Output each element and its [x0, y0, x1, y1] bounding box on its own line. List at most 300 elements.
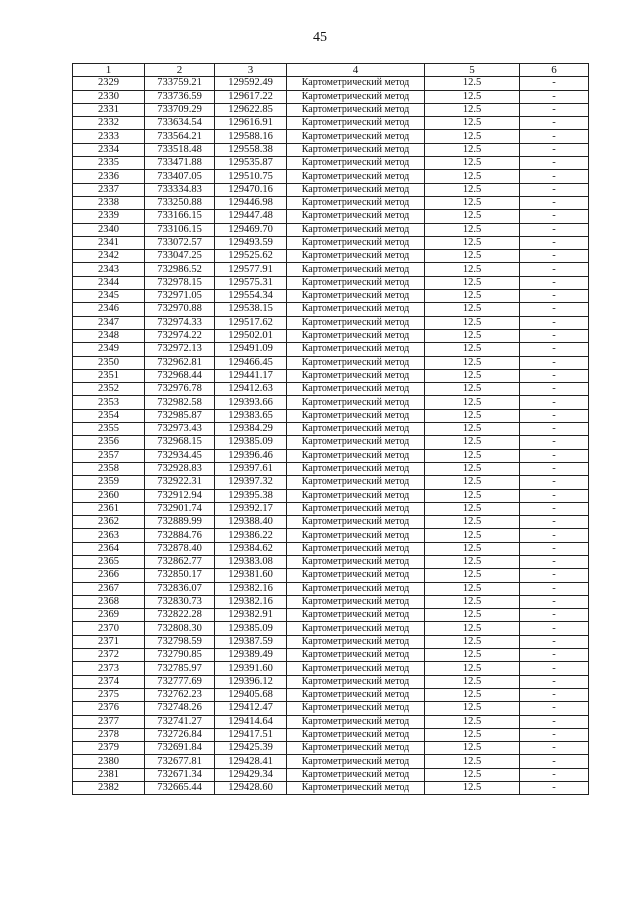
- note-cell: -: [520, 290, 589, 303]
- y-coordinate-cell: 129554.34: [215, 290, 287, 303]
- point-number-cell: 2336: [73, 170, 145, 183]
- point-number-cell: 2350: [73, 356, 145, 369]
- note-cell: -: [520, 449, 589, 462]
- x-coordinate-cell: 733518.48: [145, 143, 215, 156]
- method-cell: Картометрический метод: [287, 768, 425, 781]
- accuracy-cell: 12.5: [425, 502, 520, 515]
- y-coordinate-cell: 129412.63: [215, 383, 287, 396]
- note-cell: -: [520, 555, 589, 568]
- note-cell: -: [520, 223, 589, 236]
- method-cell: Картометрический метод: [287, 728, 425, 741]
- point-number-cell: 2381: [73, 768, 145, 781]
- method-cell: Картометрический метод: [287, 343, 425, 356]
- accuracy-cell: 12.5: [425, 449, 520, 462]
- note-cell: -: [520, 476, 589, 489]
- note-cell: -: [520, 649, 589, 662]
- table-row: [73, 290, 589, 303]
- point-number-cell: 2368: [73, 595, 145, 608]
- x-coordinate-cell: 732968.44: [145, 369, 215, 382]
- note-cell: -: [520, 90, 589, 103]
- point-number-cell: 2343: [73, 263, 145, 276]
- method-cell: Картометрический метод: [287, 409, 425, 422]
- header-col-5: 5: [425, 64, 520, 77]
- accuracy-cell: 12.5: [425, 742, 520, 755]
- y-coordinate-cell: 129383.08: [215, 555, 287, 568]
- table-row: [73, 462, 589, 475]
- note-cell: -: [520, 196, 589, 209]
- y-coordinate-cell: 129538.15: [215, 303, 287, 316]
- note-cell: -: [520, 396, 589, 409]
- method-cell: Картометрический метод: [287, 303, 425, 316]
- method-cell: Картометрический метод: [287, 236, 425, 249]
- y-coordinate-cell: 129525.62: [215, 250, 287, 263]
- point-number-cell: 2335: [73, 157, 145, 170]
- point-number-cell: 2346: [73, 303, 145, 316]
- y-coordinate-cell: 129592.49: [215, 77, 287, 90]
- accuracy-cell: 12.5: [425, 369, 520, 382]
- method-cell: Картометрический метод: [287, 103, 425, 116]
- x-coordinate-cell: 732982.58: [145, 396, 215, 409]
- accuracy-cell: 12.5: [425, 263, 520, 276]
- y-coordinate-cell: 129558.38: [215, 143, 287, 156]
- note-cell: -: [520, 143, 589, 156]
- y-coordinate-cell: 129382.16: [215, 595, 287, 608]
- x-coordinate-cell: 732790.85: [145, 649, 215, 662]
- note-cell: -: [520, 702, 589, 715]
- accuracy-cell: 12.5: [425, 103, 520, 116]
- y-coordinate-cell: 129428.41: [215, 755, 287, 768]
- accuracy-cell: 12.5: [425, 130, 520, 143]
- note-cell: -: [520, 130, 589, 143]
- x-coordinate-cell: 732962.81: [145, 356, 215, 369]
- method-cell: Картометрический метод: [287, 755, 425, 768]
- table-row: [73, 476, 589, 489]
- note-cell: -: [520, 742, 589, 755]
- accuracy-cell: 12.5: [425, 210, 520, 223]
- note-cell: -: [520, 489, 589, 502]
- method-cell: Картометрический метод: [287, 369, 425, 382]
- table-row: [73, 170, 589, 183]
- y-coordinate-cell: 129428.60: [215, 782, 287, 795]
- x-coordinate-cell: 732974.33: [145, 316, 215, 329]
- point-number-cell: 2355: [73, 423, 145, 436]
- table-row: [73, 356, 589, 369]
- y-coordinate-cell: 129491.09: [215, 343, 287, 356]
- x-coordinate-cell: 732836.07: [145, 582, 215, 595]
- table-row: [73, 449, 589, 462]
- table-row: [73, 383, 589, 396]
- point-number-cell: 2372: [73, 649, 145, 662]
- method-cell: Картометрический метод: [287, 569, 425, 582]
- accuracy-cell: 12.5: [425, 250, 520, 263]
- header-col-4: 4: [287, 64, 425, 77]
- accuracy-cell: 12.5: [425, 768, 520, 781]
- x-coordinate-cell: 733106.15: [145, 223, 215, 236]
- method-cell: Картометрический метод: [287, 662, 425, 675]
- note-cell: -: [520, 516, 589, 529]
- note-cell: -: [520, 529, 589, 542]
- method-cell: Картометрический метод: [287, 157, 425, 170]
- x-coordinate-cell: 732777.69: [145, 675, 215, 688]
- x-coordinate-cell: 733166.15: [145, 210, 215, 223]
- accuracy-cell: 12.5: [425, 595, 520, 608]
- method-cell: Картометрический метод: [287, 542, 425, 555]
- y-coordinate-cell: 129386.22: [215, 529, 287, 542]
- x-coordinate-cell: 733564.21: [145, 130, 215, 143]
- coordinates-table: [72, 63, 589, 795]
- table-row: [73, 569, 589, 582]
- point-number-cell: 2361: [73, 502, 145, 515]
- table-row: [73, 635, 589, 648]
- y-coordinate-cell: 129382.16: [215, 582, 287, 595]
- y-coordinate-cell: 129385.09: [215, 622, 287, 635]
- point-number-cell: 2376: [73, 702, 145, 715]
- note-cell: -: [520, 77, 589, 90]
- method-cell: Картометрический метод: [287, 675, 425, 688]
- accuracy-cell: 12.5: [425, 316, 520, 329]
- point-number-cell: 2349: [73, 343, 145, 356]
- note-cell: -: [520, 782, 589, 795]
- y-coordinate-cell: 129385.09: [215, 436, 287, 449]
- point-number-cell: 2378: [73, 728, 145, 741]
- accuracy-cell: 12.5: [425, 649, 520, 662]
- table-body: [73, 77, 589, 795]
- y-coordinate-cell: 129588.16: [215, 130, 287, 143]
- method-cell: Картометрический метод: [287, 516, 425, 529]
- y-coordinate-cell: 129417.51: [215, 728, 287, 741]
- y-coordinate-cell: 129493.59: [215, 236, 287, 249]
- method-cell: Картометрический метод: [287, 276, 425, 289]
- table-row: [73, 369, 589, 382]
- accuracy-cell: 12.5: [425, 582, 520, 595]
- accuracy-cell: 12.5: [425, 569, 520, 582]
- point-number-cell: 2353: [73, 396, 145, 409]
- accuracy-cell: 12.5: [425, 516, 520, 529]
- note-cell: -: [520, 423, 589, 436]
- table-row: [73, 77, 589, 90]
- accuracy-cell: 12.5: [425, 196, 520, 209]
- method-cell: Картометрический метод: [287, 462, 425, 475]
- method-cell: Картометрический метод: [287, 316, 425, 329]
- table-row: [73, 316, 589, 329]
- x-coordinate-cell: 732748.26: [145, 702, 215, 715]
- table-row: [73, 90, 589, 103]
- x-coordinate-cell: 732934.45: [145, 449, 215, 462]
- method-cell: Картометрический метод: [287, 196, 425, 209]
- point-number-cell: 2331: [73, 103, 145, 116]
- note-cell: -: [520, 236, 589, 249]
- y-coordinate-cell: 129396.12: [215, 675, 287, 688]
- point-number-cell: 2344: [73, 276, 145, 289]
- y-coordinate-cell: 129389.49: [215, 649, 287, 662]
- x-coordinate-cell: 732878.40: [145, 542, 215, 555]
- y-coordinate-cell: 129384.29: [215, 423, 287, 436]
- x-coordinate-cell: 732691.84: [145, 742, 215, 755]
- table-row: [73, 210, 589, 223]
- method-cell: Картометрический метод: [287, 582, 425, 595]
- accuracy-cell: 12.5: [425, 423, 520, 436]
- accuracy-cell: 12.5: [425, 223, 520, 236]
- method-cell: Картометрический метод: [287, 782, 425, 795]
- table-row: [73, 263, 589, 276]
- table-row: [73, 103, 589, 116]
- table-header-row: [73, 64, 589, 77]
- x-coordinate-cell: 732726.84: [145, 728, 215, 741]
- x-coordinate-cell: 732912.94: [145, 489, 215, 502]
- method-cell: Картометрический метод: [287, 117, 425, 130]
- method-cell: Картометрический метод: [287, 649, 425, 662]
- x-coordinate-cell: 732973.43: [145, 423, 215, 436]
- point-number-cell: 2345: [73, 290, 145, 303]
- method-cell: Картометрический метод: [287, 250, 425, 263]
- x-coordinate-cell: 732928.83: [145, 462, 215, 475]
- accuracy-cell: 12.5: [425, 396, 520, 409]
- y-coordinate-cell: 129382.91: [215, 609, 287, 622]
- accuracy-cell: 12.5: [425, 728, 520, 741]
- point-number-cell: 2348: [73, 329, 145, 342]
- note-cell: -: [520, 582, 589, 595]
- method-cell: Картометрический метод: [287, 383, 425, 396]
- accuracy-cell: 12.5: [425, 356, 520, 369]
- point-number-cell: 2337: [73, 183, 145, 196]
- point-number-cell: 2363: [73, 529, 145, 542]
- x-coordinate-cell: 732798.59: [145, 635, 215, 648]
- note-cell: -: [520, 635, 589, 648]
- y-coordinate-cell: 129502.01: [215, 329, 287, 342]
- y-coordinate-cell: 129412.47: [215, 702, 287, 715]
- point-number-cell: 2333: [73, 130, 145, 143]
- accuracy-cell: 12.5: [425, 755, 520, 768]
- table-row: [73, 715, 589, 728]
- note-cell: -: [520, 755, 589, 768]
- table-row: [73, 502, 589, 515]
- method-cell: Картометрический метод: [287, 622, 425, 635]
- method-cell: Картометрический метод: [287, 715, 425, 728]
- note-cell: -: [520, 622, 589, 635]
- y-coordinate-cell: 129577.91: [215, 263, 287, 276]
- accuracy-cell: 12.5: [425, 383, 520, 396]
- x-coordinate-cell: 733471.88: [145, 157, 215, 170]
- page-number: 45: [313, 30, 327, 45]
- table-row: [73, 782, 589, 795]
- x-coordinate-cell: 732968.15: [145, 436, 215, 449]
- x-coordinate-cell: 733047.25: [145, 250, 215, 263]
- note-cell: -: [520, 768, 589, 781]
- point-number-cell: 2332: [73, 117, 145, 130]
- y-coordinate-cell: 129470.16: [215, 183, 287, 196]
- note-cell: -: [520, 183, 589, 196]
- point-number-cell: 2369: [73, 609, 145, 622]
- method-cell: Картометрический метод: [287, 170, 425, 183]
- note-cell: -: [520, 250, 589, 263]
- table-row: [73, 423, 589, 436]
- x-coordinate-cell: 732985.87: [145, 409, 215, 422]
- x-coordinate-cell: 733709.29: [145, 103, 215, 116]
- method-cell: Картометрический метод: [287, 329, 425, 342]
- table-row: [73, 542, 589, 555]
- y-coordinate-cell: 129388.40: [215, 516, 287, 529]
- note-cell: -: [520, 436, 589, 449]
- accuracy-cell: 12.5: [425, 117, 520, 130]
- method-cell: Картометрический метод: [287, 130, 425, 143]
- y-coordinate-cell: 129617.22: [215, 90, 287, 103]
- table-row: [73, 250, 589, 263]
- point-number-cell: 2377: [73, 715, 145, 728]
- x-coordinate-cell: 732822.28: [145, 609, 215, 622]
- table-row: [73, 276, 589, 289]
- y-coordinate-cell: 129575.31: [215, 276, 287, 289]
- y-coordinate-cell: 129517.62: [215, 316, 287, 329]
- note-cell: -: [520, 263, 589, 276]
- x-coordinate-cell: 732971.05: [145, 290, 215, 303]
- table-row: [73, 675, 589, 688]
- table-row: [73, 157, 589, 170]
- note-cell: -: [520, 662, 589, 675]
- table-row: [73, 742, 589, 755]
- note-cell: -: [520, 329, 589, 342]
- point-number-cell: 2354: [73, 409, 145, 422]
- accuracy-cell: 12.5: [425, 622, 520, 635]
- table-row: [73, 516, 589, 529]
- point-number-cell: 2339: [73, 210, 145, 223]
- y-coordinate-cell: 129395.38: [215, 489, 287, 502]
- point-number-cell: 2373: [73, 662, 145, 675]
- y-coordinate-cell: 129393.66: [215, 396, 287, 409]
- table-row: [73, 343, 589, 356]
- accuracy-cell: 12.5: [425, 555, 520, 568]
- x-coordinate-cell: 733072.57: [145, 236, 215, 249]
- x-coordinate-cell: 733736.59: [145, 90, 215, 103]
- y-coordinate-cell: 129616.91: [215, 117, 287, 130]
- note-cell: -: [520, 688, 589, 701]
- table-row: [73, 130, 589, 143]
- point-number-cell: 2379: [73, 742, 145, 755]
- table-row: [73, 609, 589, 622]
- method-cell: Картометрический метод: [287, 90, 425, 103]
- method-cell: Картометрический метод: [287, 223, 425, 236]
- x-coordinate-cell: 732974.22: [145, 329, 215, 342]
- method-cell: Картометрический метод: [287, 356, 425, 369]
- x-coordinate-cell: 733759.21: [145, 77, 215, 90]
- y-coordinate-cell: 129396.46: [215, 449, 287, 462]
- x-coordinate-cell: 732785.97: [145, 662, 215, 675]
- table-row: [73, 196, 589, 209]
- method-cell: Картометрический метод: [287, 423, 425, 436]
- accuracy-cell: 12.5: [425, 290, 520, 303]
- x-coordinate-cell: 733407.05: [145, 170, 215, 183]
- method-cell: Картометрический метод: [287, 635, 425, 648]
- accuracy-cell: 12.5: [425, 542, 520, 555]
- method-cell: Картометрический метод: [287, 290, 425, 303]
- y-coordinate-cell: 129391.60: [215, 662, 287, 675]
- y-coordinate-cell: 129466.45: [215, 356, 287, 369]
- point-number-cell: 2359: [73, 476, 145, 489]
- y-coordinate-cell: 129425.39: [215, 742, 287, 755]
- point-number-cell: 2374: [73, 675, 145, 688]
- method-cell: Картометрический метод: [287, 449, 425, 462]
- accuracy-cell: 12.5: [425, 782, 520, 795]
- accuracy-cell: 12.5: [425, 303, 520, 316]
- header-col-3: 3: [215, 64, 287, 77]
- accuracy-cell: 12.5: [425, 609, 520, 622]
- method-cell: Картометрический метод: [287, 742, 425, 755]
- table-row: [73, 489, 589, 502]
- table-row: [73, 582, 589, 595]
- note-cell: -: [520, 316, 589, 329]
- note-cell: -: [520, 303, 589, 316]
- note-cell: -: [520, 728, 589, 741]
- point-number-cell: 2330: [73, 90, 145, 103]
- method-cell: Картометрический метод: [287, 555, 425, 568]
- note-cell: -: [520, 356, 589, 369]
- method-cell: Картометрический метод: [287, 529, 425, 542]
- method-cell: Картометрический метод: [287, 143, 425, 156]
- y-coordinate-cell: 129392.17: [215, 502, 287, 515]
- accuracy-cell: 12.5: [425, 170, 520, 183]
- table-row: [73, 755, 589, 768]
- method-cell: Картометрический метод: [287, 609, 425, 622]
- method-cell: Картометрический метод: [287, 183, 425, 196]
- y-coordinate-cell: 129469.70: [215, 223, 287, 236]
- accuracy-cell: 12.5: [425, 276, 520, 289]
- method-cell: Картометрический метод: [287, 77, 425, 90]
- accuracy-cell: 12.5: [425, 409, 520, 422]
- x-coordinate-cell: 732976.78: [145, 383, 215, 396]
- x-coordinate-cell: 732986.52: [145, 263, 215, 276]
- header-col-1: 1: [73, 64, 145, 77]
- point-number-cell: 2329: [73, 77, 145, 90]
- accuracy-cell: 12.5: [425, 343, 520, 356]
- accuracy-cell: 12.5: [425, 462, 520, 475]
- accuracy-cell: 12.5: [425, 702, 520, 715]
- table-row: [73, 436, 589, 449]
- y-coordinate-cell: 129535.87: [215, 157, 287, 170]
- header-col-6: 6: [520, 64, 589, 77]
- table-row: [73, 529, 589, 542]
- note-cell: -: [520, 569, 589, 582]
- note-cell: -: [520, 117, 589, 130]
- note-cell: -: [520, 276, 589, 289]
- method-cell: Картометрический метод: [287, 263, 425, 276]
- y-coordinate-cell: 129387.59: [215, 635, 287, 648]
- x-coordinate-cell: 732850.17: [145, 569, 215, 582]
- point-number-cell: 2375: [73, 688, 145, 701]
- note-cell: -: [520, 409, 589, 422]
- x-coordinate-cell: 732889.99: [145, 516, 215, 529]
- point-number-cell: 2362: [73, 516, 145, 529]
- table-row: [73, 143, 589, 156]
- note-cell: -: [520, 157, 589, 170]
- x-coordinate-cell: 732677.81: [145, 755, 215, 768]
- note-cell: -: [520, 343, 589, 356]
- accuracy-cell: 12.5: [425, 529, 520, 542]
- table-row: [73, 223, 589, 236]
- x-coordinate-cell: 732884.76: [145, 529, 215, 542]
- header-col-2: 2: [145, 64, 215, 77]
- y-coordinate-cell: 129397.32: [215, 476, 287, 489]
- accuracy-cell: 12.5: [425, 476, 520, 489]
- x-coordinate-cell: 732808.30: [145, 622, 215, 635]
- y-coordinate-cell: 129441.17: [215, 369, 287, 382]
- table-row: [73, 303, 589, 316]
- accuracy-cell: 12.5: [425, 143, 520, 156]
- accuracy-cell: 12.5: [425, 236, 520, 249]
- note-cell: -: [520, 369, 589, 382]
- y-coordinate-cell: 129622.85: [215, 103, 287, 116]
- accuracy-cell: 12.5: [425, 183, 520, 196]
- note-cell: -: [520, 595, 589, 608]
- note-cell: -: [520, 383, 589, 396]
